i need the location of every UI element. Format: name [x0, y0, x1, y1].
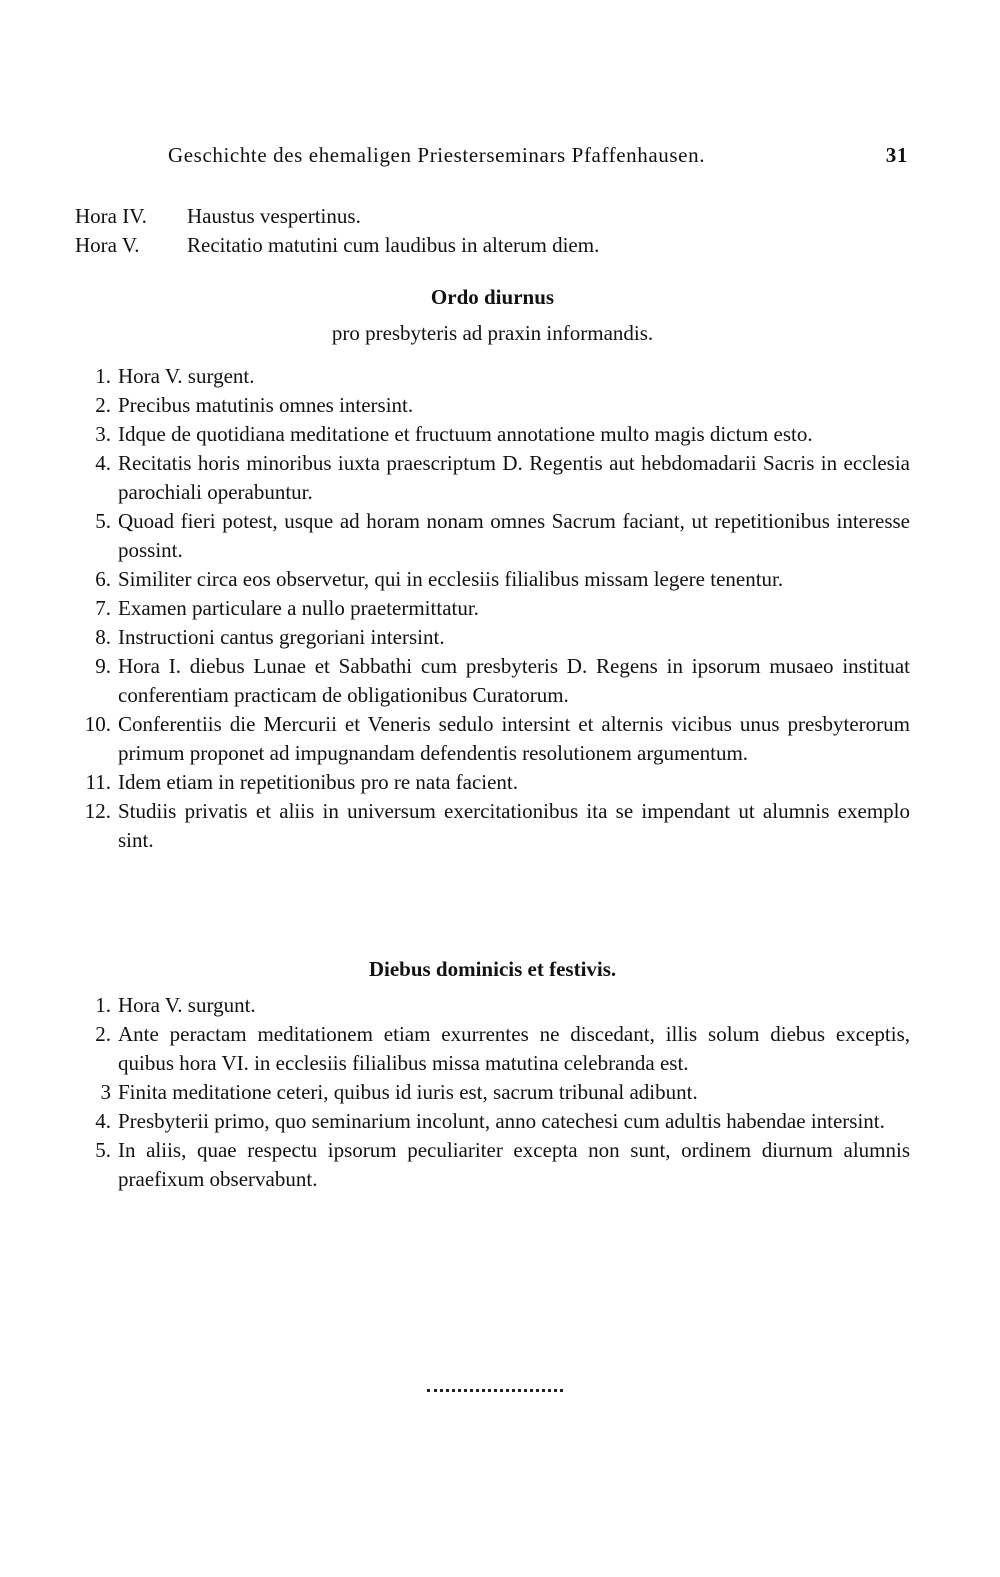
item-number: 2.: [95, 393, 111, 417]
item-text: Instructioni cantus gregoriani intersint.: [118, 625, 445, 649]
item-text: Finita meditatione ceteri, quibus id iuris est, sacrum tribunal adibunt.: [118, 1080, 698, 1104]
section-heading-ordo: Ordo diurnus: [430, 285, 555, 309]
item-text: Studiis privatis et aliis in universum exercitationibus ita se impendant ut alumnis exemplo sint.: [118, 799, 910, 852]
item-text: Hora I. diebus Lunae et Sabbathi cum presbyteris D. Regens in ipsorum musaeo instituat conferentiam practicam de obligationibus Curatorum.: [118, 654, 910, 707]
item-number: 2.: [95, 1022, 111, 1046]
item-number: 3: [100, 1080, 111, 1104]
item-text: Hora V. surgent.: [118, 364, 255, 388]
section-subheading-ordo: pro presbyteris ad praxin informandis.: [331, 321, 654, 345]
item-number: 4.: [95, 451, 111, 475]
item-number: 5.: [95, 509, 111, 533]
running-head-title: Geschichte des ehemaligen Priesterseminars Pfaffenhausen.: [168, 143, 706, 167]
item-text: Similiter circa eos observetur, qui in ecclesiis filialibus missam legere tenentur.: [118, 567, 784, 591]
item-text: Ante peractam meditationem etiam exurrentes ne discedant, illis solum diebus exceptis, quibus hora VI. in ecclesiis filialibus missa matutina celebranda est.: [118, 1022, 910, 1075]
hora-label: Hora V.: [75, 233, 140, 257]
item-text: Precibus matutinis omnes intersint.: [118, 393, 414, 417]
page-number: 31: [885, 143, 908, 167]
item-number: 12.: [84, 799, 111, 823]
end-ornament-divider: [427, 1389, 563, 1392]
item-text: Recitatis horis minoribus iuxta praescriptum D. Regentis aut hebdomadarii Sacris in ecclesia parochiali operabuntur.: [118, 451, 910, 504]
list-item: [75, 768, 910, 797]
festivi-list: [75, 991, 910, 1194]
list-item: [75, 507, 910, 565]
item-number: 3.: [95, 422, 111, 446]
list-item: [75, 797, 910, 855]
hora-label: Hora IV.: [75, 204, 147, 228]
list-item: [75, 1107, 910, 1136]
item-number: 1.: [95, 993, 111, 1017]
list-item: [75, 623, 910, 652]
item-number: 5.: [95, 1138, 111, 1162]
item-text: Conferentiis die Mercurii et Veneris sedulo intersint et alternis vicibus unus presbyterorum primum proponet ad impugnandam defendentis resolutionem argumentum.: [118, 712, 910, 765]
list-item: [75, 594, 910, 623]
item-number: 7.: [95, 596, 111, 620]
item-text: Idque de quotidiana meditatione et fructuum annotatione multo magis dictum esto.: [118, 422, 813, 446]
list-item: [75, 362, 910, 391]
ordo-list: [75, 362, 910, 855]
item-text: In aliis, quae respectu ipsorum peculiariter excepta non sunt, ordinem diurnum alumnis praefixum observabunt.: [118, 1138, 910, 1191]
list-item: [75, 391, 910, 420]
item-number: 4.: [95, 1109, 111, 1133]
list-item: [75, 710, 910, 768]
item-text: Examen particulare a nullo praetermittatur.: [118, 596, 479, 620]
item-text: Idem etiam in repetitionibus pro re nata facient.: [118, 770, 519, 794]
section-heading-festivi: Diebus dominicis et festivis.: [368, 957, 617, 981]
running-head: [168, 143, 908, 168]
hora-line: [75, 204, 361, 229]
hora-text: Recitatio matutini cum laudibus in alterum diem.: [187, 233, 600, 257]
list-item: [75, 991, 910, 1020]
item-text: Quoad fieri potest, usque ad horam nonam omnes Sacrum faciant, ut repetitionibus interesse possint.: [118, 509, 910, 562]
list-item: [75, 420, 910, 449]
item-text: Presbyterii primo, quo seminarium incolunt, anno catechesi cum adultis habendae intersint.: [118, 1109, 885, 1133]
item-number: 1.: [95, 364, 111, 388]
hora-text: Haustus vespertinus.: [187, 204, 361, 228]
item-number: 6.: [95, 567, 111, 591]
list-item: [75, 1020, 910, 1078]
item-number: 9.: [95, 654, 111, 678]
hora-line: [75, 233, 599, 258]
list-item: [75, 1136, 910, 1194]
list-item: [75, 565, 910, 594]
item-text: Hora V. surgunt.: [118, 993, 256, 1017]
item-number: 8.: [95, 625, 111, 649]
item-number: 11.: [85, 770, 111, 794]
list-item: [75, 652, 910, 710]
item-number: 10.: [84, 712, 111, 736]
list-item: [75, 1078, 910, 1107]
list-item: [75, 449, 910, 507]
